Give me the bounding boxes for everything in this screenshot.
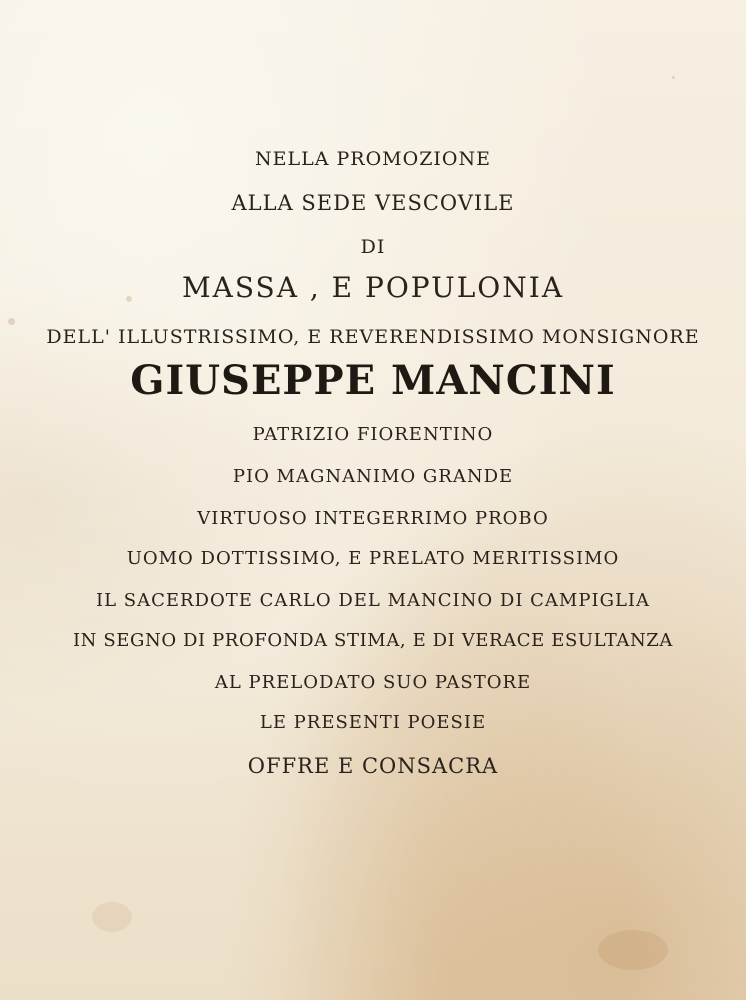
dedication-line-consacra: OFFRE E CONSACRA — [247, 754, 499, 778]
dedication-line-pastore: AL PRELODATO SUO PASTORE — [214, 672, 532, 693]
dedication-line-place: MASSA , E POPULONIA — [181, 271, 565, 304]
dedication-line-title: DELL' ILLUSTRISSIMO, E REVERENDISSIMO MONSIGNORE — [46, 326, 700, 348]
foxing-stain — [92, 902, 132, 932]
dedication-line-patrizio: PATRIZIO FIORENTINO — [252, 424, 494, 445]
dedication-line-esteem: IN SEGNO DI PROFONDA STIMA, E DI VERACE ESULTANZA — [72, 630, 674, 651]
foxing-stain — [672, 76, 675, 79]
dedication-name-heading: GIUSEPPE MANCINI — [130, 357, 616, 404]
dedication-line-di: DI — [360, 236, 386, 258]
dedication-line-author: IL SACERDOTE CARLO DEL MANCINO DI CAMPIGLIA — [95, 590, 651, 611]
dedication-line-sede: ALLA SEDE VESCOVILE — [231, 191, 515, 215]
dedication-line-poesie: LE PRESENTI POESIE — [259, 712, 487, 733]
dedication-line-virtues-1: PIO MAGNANIMO GRANDE — [232, 466, 514, 487]
dedication-line-promozione: NELLA PROMOZIONE — [255, 148, 491, 170]
dedication-line-virtues-3: UOMO DOTTISSIMO, E PRELATO MERITISSIMO — [126, 548, 620, 569]
dedication-line-virtues-2: VIRTUOSO INTEGERRIMO PROBO — [197, 508, 549, 529]
foxing-stain — [8, 318, 15, 325]
foxing-stain — [598, 930, 668, 970]
